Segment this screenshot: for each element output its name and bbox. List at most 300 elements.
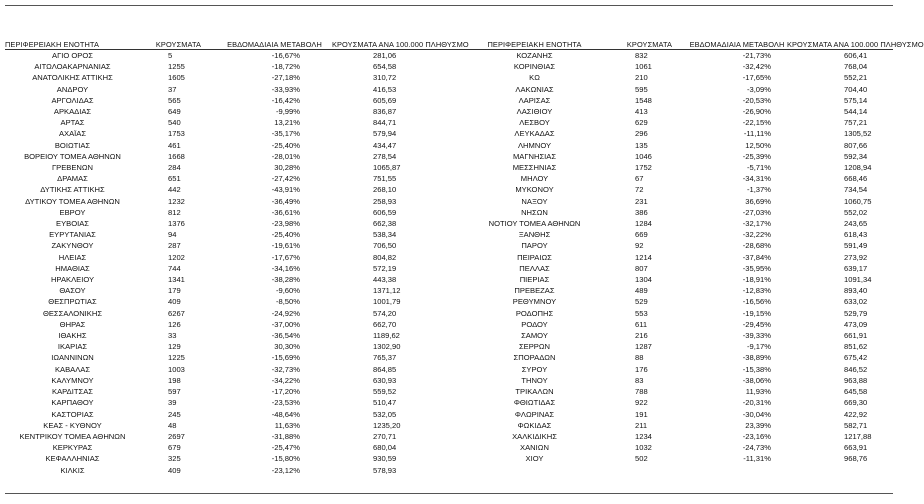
region-name: ΚΕΑΣ - ΚΥΘΝΟΥ [43,420,102,430]
per-100k-value: 1065,87 [373,163,401,173]
per-100k-value: 662,38 [373,219,397,229]
per-100k-value: 893,40 [844,286,868,296]
per-100k-value: 591,49 [844,241,868,251]
cases-value: 287 [168,241,181,251]
region-name: ΛΕΣΒΟΥ [519,118,550,128]
weekly-change-value: -16,42% [271,95,300,105]
region-name: ΗΛΕΙΑΣ [58,252,87,262]
table-row [5,386,893,397]
per-100k-value: 574,20 [373,308,397,318]
weekly-change-value: -20,53% [742,95,771,105]
table-row [5,106,893,117]
region-name: ΡΕΘΥΜΝΟΥ [512,297,557,307]
region-name: ΗΡΑΚΛΕΙΟΥ [50,275,95,285]
cases-value: 1304 [635,275,652,285]
weekly-change-value: -38,89% [742,353,771,363]
table-row [5,409,893,420]
cases-value: 922 [635,398,648,408]
cases-value: 489 [635,286,648,296]
cases-value: 1234 [635,431,652,441]
weekly-change-value: -23,53% [271,398,300,408]
weekly-change-value: -15,69% [271,353,300,363]
weekly-change-value: -17,65% [742,73,771,83]
per-100k-value: 846,52 [844,364,868,374]
per-100k-value: 663,91 [844,443,868,453]
weekly-change-value: -24,73% [742,443,771,453]
per-100k-value: 968,76 [844,454,868,464]
region-name: ΚΑΡΔΙΤΣΑΣ [52,387,93,397]
region-name: ΚΕΦΑΛΛΗΝΙΑΣ [45,454,100,464]
cases-value: 529 [635,297,648,307]
weekly-change-value: -37,00% [271,319,300,329]
weekly-change-value: -18,72% [271,62,300,72]
region-name: ΕΒΡΟΥ [59,207,86,217]
region-name: ΠΡΕΒΕΖΑΣ [514,286,555,296]
region-name: ΑΝΔΡΟΥ [56,84,89,94]
per-100k-value: 544,14 [844,107,868,117]
weekly-change-value: -37,84% [742,252,771,262]
region-name: ΚΑΡΠΑΘΟΥ [51,398,94,408]
weekly-change-value: 11,93% [745,387,771,397]
table-row [5,207,893,218]
per-100k-value: 836,87 [373,107,397,117]
weekly-change-value: -17,20% [271,387,300,397]
cases-value: 1046 [635,151,652,161]
region-name: ΠΑΡΟΥ [521,241,548,251]
region-name: ΑΓΙΟ ΟΡΟΣ [52,51,93,60]
weekly-change-value: -48,64% [271,409,300,419]
region-name: ΜΑΓΝΗΣΙΑΣ [512,151,557,161]
table-row [5,84,893,95]
per-100k-value: 668,46 [844,174,868,184]
weekly-change-value: -35,95% [742,263,771,273]
per-100k-value: 662,70 [373,319,397,329]
top-rule [5,5,893,6]
cases-value: 409 [168,465,181,475]
per-100k-value: 529,79 [844,308,868,318]
weekly-change-value: -28,01% [271,151,300,161]
region-name: ΒΟΡΕΙΟΥ ΤΟΜΕΑ ΑΘΗΝΩΝ [24,151,121,161]
weekly-change-value: -31,88% [271,431,300,441]
weekly-change-value: -20,31% [742,398,771,408]
per-100k-value: 473,09 [844,319,868,329]
per-100k-value: 1235,20 [373,420,401,430]
cases-value: 39 [168,398,177,408]
region-name: ΚΩ [529,73,540,83]
region-name: ΛΗΜΝΟΥ [517,140,552,150]
region-name: ΚΙΛΚΙΣ [60,465,85,475]
table-row [5,173,893,184]
region-name: ΙΘΑΚΗΣ [58,331,87,341]
weekly-change-value: 23,39% [745,420,771,430]
per-100k-value: 654,58 [373,62,397,72]
header-region: ΠΕΡΙΦΕΡΕΙΑΚΗ ΕΝΟΤΗΤΑ [5,38,140,50]
table-row [5,50,893,62]
cases-value: 1376 [168,219,185,229]
per-100k-value: 734,54 [844,185,868,195]
header-cases: ΚΡΟΥΣΜΑΤΑ [140,38,217,50]
region-name: ΛΑΚΩΝΙΑΣ [515,84,554,94]
region-name: ΧΙΟΥ [525,454,544,464]
cases-value: 502 [635,454,648,464]
weekly-change-value: -15,38% [742,364,771,374]
cases-value: 216 [635,331,648,341]
table-row [5,431,893,442]
weekly-change-value: 36,69% [745,196,771,206]
per-100k-value: 633,02 [844,297,868,307]
weekly-change-value: -18,91% [742,275,771,285]
weekly-change-value: -39,33% [742,331,771,341]
per-100k-value: 1001,79 [373,297,401,307]
weekly-change-value: -34,22% [271,375,300,385]
cases-value: 1341 [168,275,185,285]
weekly-change-value: -29,45% [742,319,771,329]
cases-value: 245 [168,409,181,419]
weekly-change-value: -34,31% [742,174,771,184]
cases-value: 679 [168,443,181,453]
region-name: ΧΑΝΙΩΝ [520,443,549,453]
weekly-change-value: -9,60% [275,286,300,296]
table-row [5,229,893,240]
weekly-change-value: -25,47% [271,443,300,453]
weekly-change-value: -3,09% [746,84,771,94]
region-name [457,465,612,476]
cases-value: 1214 [635,252,652,262]
region-name: ΦΘΙΩΤΙΔΑΣ [513,398,556,408]
per-100k-value: 243,65 [844,219,868,229]
cases-value: 1605 [168,73,185,83]
table-row [5,375,893,386]
weekly-change-value: -34,16% [271,263,300,273]
weekly-change-value: -28,68% [742,241,771,251]
per-100k-value: 422,92 [844,409,868,419]
weekly-change-value: -9,17% [746,342,771,352]
weekly-change-value: -17,67% [271,252,300,262]
weekly-change-value: -36,54% [271,331,300,341]
weekly-change-value: -26,90% [742,107,771,117]
cases-value: 1061 [635,62,652,72]
cases-value: 832 [635,51,648,60]
cases-value: 296 [635,129,648,139]
per-100k-value: 268,10 [373,185,397,195]
weekly-change-value: -38,06% [742,375,771,385]
region-name: ΞΑΝΘΗΣ [518,230,551,240]
region-name: ΗΜΑΘΙΑΣ [55,263,90,273]
weekly-change-value: -16,67% [271,51,300,60]
cases-value: 284 [168,163,181,173]
per-100k-value: 278,54 [373,151,397,161]
region-name: ΑΧΑΪΑΣ [58,129,87,139]
region-name: ΑΝΑΤΟΛΙΚΗΣ ΑΤΤΙΚΗΣ [32,73,113,83]
per-100k-value: 1189,62 [373,331,400,341]
per-100k-value: 757,21 [844,118,868,128]
weekly-change-value: -11,31% [743,454,771,464]
weekly-change-value: -32,22% [742,230,771,240]
region-name: ΠΙΕΡΙΑΣ [519,275,550,285]
table-row [5,252,893,263]
weekly-change-value: -30,04% [742,409,771,419]
cases-value: 595 [635,84,648,94]
per-100k-value: 575,14 [844,95,868,105]
region-name: ΘΕΣΠΡΩΤΙΑΣ [48,297,97,307]
region-name: ΑΡΤΑΣ [60,118,85,128]
region-name: ΕΥΡΥΤΑΝΙΑΣ [49,230,96,240]
cases-table [5,38,924,476]
cases-value: 1032 [635,443,652,453]
cases-value: 67 [635,174,644,184]
weekly-change-value: -27,03% [742,207,771,217]
per-100k-value: 765,37 [373,353,397,363]
header-cases: ΚΡΟΥΣΜΑΤΑ [612,38,687,50]
table-row [5,319,893,330]
region-name: ΝΗΣΩΝ [521,207,548,217]
weekly-change-value: -32,42% [742,62,771,72]
cases-value: 744 [168,263,181,273]
per-100k-value [787,465,893,476]
cases-value: 94 [168,230,177,240]
region-name: ΣΕΡΡΩΝ [518,342,551,352]
region-name: ΘΑΣΟΥ [59,286,86,296]
header-per-100k: ΚΡΟΥΣΜΑΤΑ ΑΝΑ 100.000 ΠΛΗΘΥΣΜΟ [787,40,924,49]
table-row [5,61,893,72]
region-name: ΡΟΔΟΠΗΣ [515,308,554,318]
per-100k-value: 1208,94 [844,163,872,173]
cases-value: 1753 [168,129,185,139]
per-100k-value: 963,88 [844,375,868,385]
weekly-change-value: -25,39% [742,151,771,161]
region-name: ΛΑΣΙΘΙΟΥ [516,107,553,117]
table-row [5,140,893,151]
header-per-100k: ΚΡΟΥΣΜΑΤΑ ΑΝΑ 100.000 ΠΛΗΘΥΣΜΟ [332,40,469,49]
region-name: ΑΡΚΑΔΙΑΣ [53,107,92,117]
region-name: ΧΑΛΚΙΔΙΚΗΣ [512,431,557,441]
region-name: ΖΑΚΥΝΘΟΥ [51,241,94,251]
table-row [5,218,893,229]
weekly-change-value: -38,28% [271,275,300,285]
cases-value: 669 [635,230,648,240]
weekly-change-value: -9,99% [275,107,300,117]
per-100k-value: 532,05 [373,409,397,419]
per-100k-value: 680,04 [373,443,397,453]
per-100k-value: 538,34 [373,230,397,240]
per-100k-value: 572,19 [373,263,397,273]
table-header-row [5,38,893,50]
region-name: ΣΑΜΟΥ [521,331,548,341]
cases-value: 1548 [635,95,652,105]
per-100k-value: 1371,12 [373,286,401,296]
cases-value: 325 [168,454,181,464]
region-name: ΑΡΓΟΛΙΔΑΣ [51,95,94,105]
region-name: ΚΕΝΤΡΙΚΟΥ ΤΟΜΕΑ ΑΘΗΝΩΝ [19,431,126,441]
per-100k-value: 751,55 [373,174,397,184]
per-100k-value: 606,59 [373,207,397,217]
table-row [5,397,893,408]
weekly-change-value: -35,17% [271,129,300,139]
cases-value: 553 [635,308,648,318]
cases-value: 1232 [168,196,185,206]
table-row [5,465,893,476]
region-name: ΣΥΡΟΥ [521,364,548,374]
region-name: ΣΠΟΡΑΔΩΝ [513,353,556,363]
per-100k-value: 258,93 [373,196,397,206]
per-100k-value: 416,53 [373,84,397,94]
weekly-change-value: -5,71% [746,163,771,173]
table-row [5,308,893,319]
region-name: ΚΑΛΥΜΝΟΥ [51,375,94,385]
cases-value: 1668 [168,151,185,161]
weekly-change-value: -12,83% [742,286,771,296]
weekly-change-value: -25,40% [271,140,300,150]
region-name: ΘΗΡΑΣ [59,319,86,329]
region-name: ΙΚΑΡΙΑΣ [57,342,88,352]
per-100k-value: 844,71 [373,118,397,128]
weekly-change-value: -32,73% [271,364,300,374]
cases-value: 807 [635,263,648,273]
cases-value: 92 [635,241,644,251]
region-name: ΝΟΤΙΟΥ ΤΟΜΕΑ ΑΘΗΝΩΝ [488,219,581,229]
per-100k-value: 1217,88 [844,431,872,441]
cases-value: 179 [168,286,181,296]
table-row [5,196,893,207]
region-name: ΕΥΒΟΙΑΣ [56,219,89,229]
region-name: ΠΕΙΡΑΙΩΣ [517,252,552,262]
cases-value: 48 [168,420,177,430]
region-name: ΚΟΖΑΝΗΣ [516,51,553,60]
weekly-change-value: -23,98% [271,219,300,229]
per-100k-value: 605,69 [373,95,397,105]
cases-value: 176 [635,364,648,374]
per-100k-value: 645,58 [844,387,868,397]
cases-value: 1202 [168,252,185,262]
cases-value: 651 [168,174,181,184]
weekly-change-value: -27,42% [271,174,300,184]
weekly-change-value: -8,50% [275,297,300,307]
per-100k-value: 661,91 [844,331,868,341]
weekly-change-value: -1,37% [746,185,771,195]
per-100k-value: 704,40 [844,84,868,94]
per-100k-value: 1091,34 [844,275,872,285]
region-name: ΡΟΔΟΥ [521,319,548,329]
region-name: ΚΟΡΙΝΘΙΑΣ [513,62,556,72]
weekly-change-value: -24,92% [271,308,300,318]
cases-value: 5 [168,51,173,60]
region-name: ΦΩΚΙΔΑΣ [517,420,552,430]
weekly-change-value: -16,56% [742,297,771,307]
region-name: ΚΑΣΤΟΡΙΑΣ [51,409,94,419]
table-row [5,263,893,274]
cases-value: 1284 [635,219,652,229]
region-name: ΒΟΙΩΤΙΑΣ [54,140,91,150]
per-100k-value: 1060,75 [844,196,872,206]
per-100k-value: 807,66 [844,140,868,150]
cases-value: 413 [635,107,648,117]
region-name: ΑΙΤΩΛΟΑΚΑΡΝΑΝΙΑΣ [34,62,111,72]
header-weekly-change: ΕΒΔΟΜΑΔΙΑΙΑ ΜΕΤΑΒΟΛΗ [687,38,787,50]
table-row [5,453,893,464]
table-row [5,117,893,128]
weekly-change-value: -22,15% [742,118,771,128]
cases-value: 210 [635,73,648,83]
table-row [5,128,893,139]
per-100k-value: 930,59 [373,454,397,464]
per-100k-value: 270,71 [373,431,397,441]
cases-value: 6267 [168,308,185,318]
per-100k-value: 706,50 [373,241,397,251]
region-name: ΜΥΚΟΝΟΥ [515,185,554,195]
per-100k-value: 582,71 [844,420,868,430]
cases-value: 2697 [168,431,185,441]
per-100k-value: 1302,90 [373,342,401,352]
table-row [5,420,893,431]
cases-value: 126 [168,319,181,329]
region-name: ΚΕΡΚΥΡΑΣ [52,443,93,453]
weekly-change-value: 13,21% [274,118,300,128]
per-100k-value: 669,30 [844,398,868,408]
cases-value: 812 [168,207,181,217]
weekly-change-value: -19,61% [271,241,300,251]
per-100k-value: 618,43 [844,230,868,240]
weekly-change-value: 30,30% [274,342,300,352]
table-row [5,274,893,285]
cases-value: 231 [635,196,648,206]
per-100k-value: 768,04 [844,62,868,72]
region-name: ΙΩΑΝΝΙΝΩΝ [51,353,94,363]
cases-value: 629 [635,118,648,128]
weekly-change-value: -23,12% [271,465,300,475]
per-100k-value: 579,94 [373,129,397,139]
region-name: ΔΥΤΙΚΗΣ ΑΤΤΙΚΗΣ [40,185,105,195]
table-row [5,72,893,83]
cases-value: 129 [168,342,181,352]
weekly-change-value: -25,40% [271,230,300,240]
per-100k-value: 281,06 [373,51,397,60]
cases-value: 1225 [168,353,185,363]
cases-value: 198 [168,375,181,385]
cases-value: 649 [168,107,181,117]
cases-value: 83 [635,375,644,385]
table-row [5,162,893,173]
cases-value: 191 [635,409,648,419]
cases-table-container [5,38,924,476]
table-row [5,330,893,341]
per-100k-value: 606,41 [844,51,868,60]
per-100k-value: 559,52 [373,387,397,397]
per-100k-value: 639,17 [844,263,868,273]
region-name: ΜΗΛΟΥ [520,174,549,184]
weekly-change-value: -36,61% [271,207,300,217]
region-name: ΛΕΥΚΑΔΑΣ [514,129,555,139]
region-name: ΔΡΑΜΑΣ [57,174,88,184]
cases-value: 1752 [635,163,652,173]
cases-value: 33 [168,331,177,341]
table-row [5,364,893,375]
weekly-change-value: 12,50% [745,140,771,150]
weekly-change-value: 30,28% [274,163,300,173]
region-name: ΓΡΕΒΕΝΩΝ [51,163,94,173]
weekly-change-value: -15,80% [271,454,300,464]
cases-value: 135 [635,140,648,150]
table-row [5,95,893,106]
per-100k-value: 592,34 [844,151,868,161]
weekly-change-value: -32,17% [742,219,771,229]
cases-value: 72 [635,185,644,195]
cases-value: 540 [168,118,181,128]
weekly-change-value: 11,63% [274,420,300,430]
table-row [5,296,893,307]
table-row [5,285,893,296]
per-100k-value: 434,47 [373,140,397,150]
bottom-rule [5,493,893,494]
